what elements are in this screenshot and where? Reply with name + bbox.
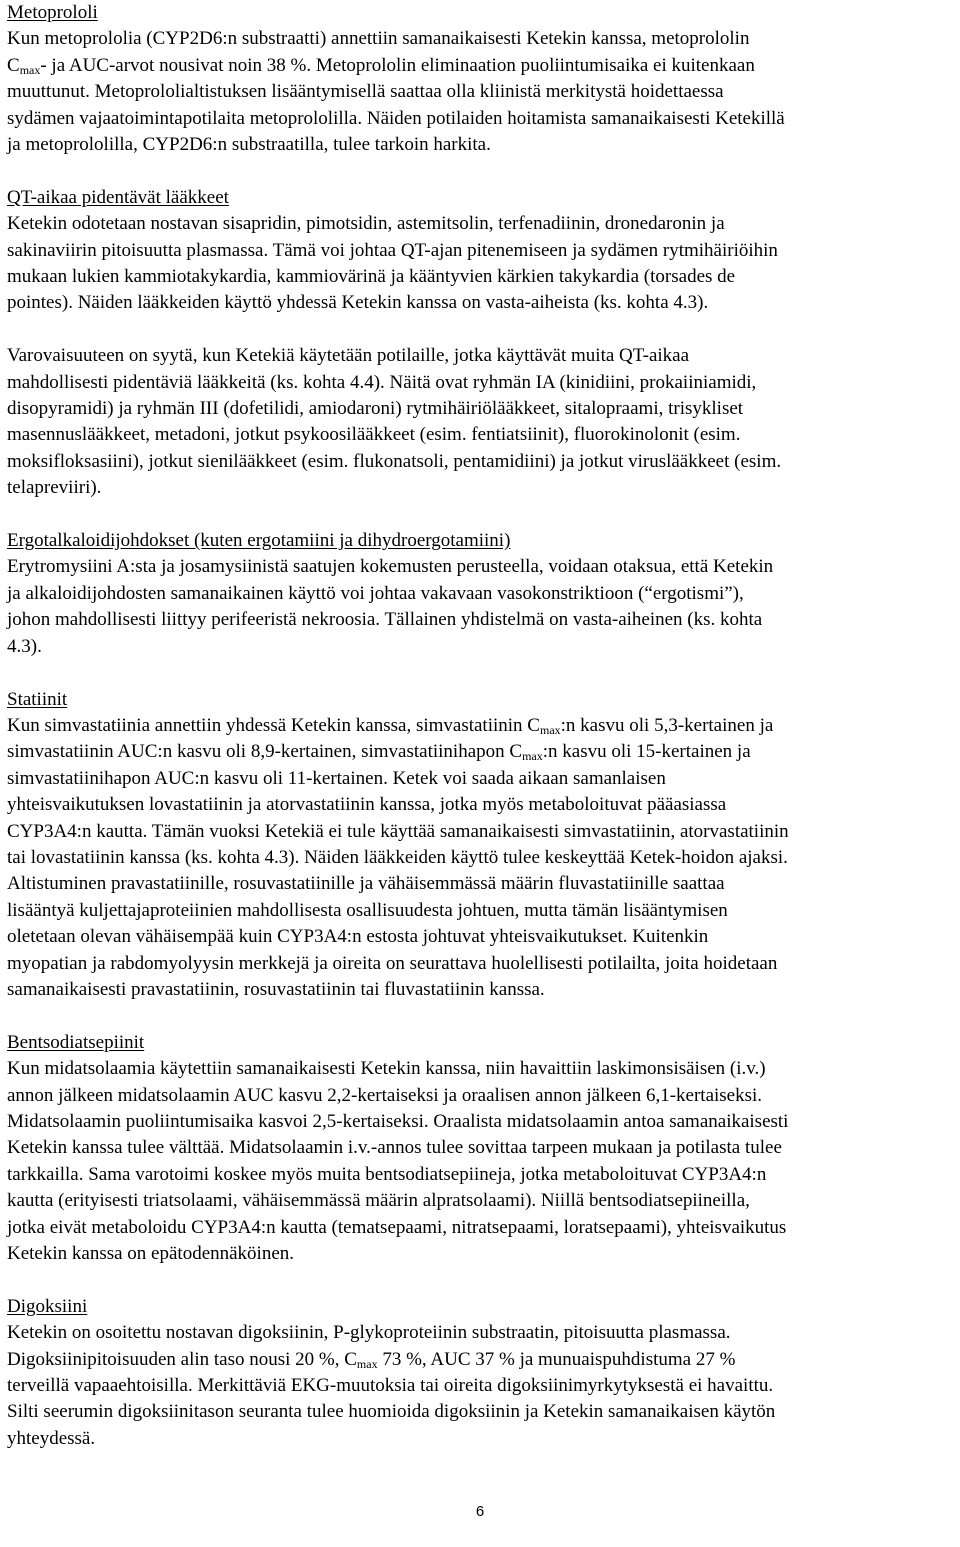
text-line: ja alkaloidijohdosten samanaikainen käyttö voi johtaa vakavaan vasokonstriktioon (“ergotismi”), [7, 582, 744, 604]
section-2 [7, 343, 957, 501]
text-line: Ketekin on osoitettu nostavan digoksiinin, P-glykoproteiinin substraatin, pitoisuutta plasmassa. [7, 1322, 731, 1344]
text-line: Silti seerumin digoksiinitason seuranta tulee huomioida digoksiinin ja Ketekin samanaikaisen käytön [7, 1401, 776, 1423]
paragraph-gap [7, 317, 957, 343]
page-number: 6 [475, 1503, 485, 1520]
section-paragraph [7, 211, 957, 317]
subscript: max [539, 722, 561, 737]
text-line: disopyramidi) ja ryhmän III (dofetilidi, amiodaroni) rytmihäiriölääkkeet, sitalopraami, trisykliset [7, 398, 744, 420]
text-line: Kun simvastatiinia annettiin yhdessä Ketekin kanssa, simvastatiinin $C_{max}:n$ kasvu oli 5,3-kertainen ja [7, 714, 774, 737]
section-heading: Metoprololi [7, 2, 98, 23]
text-line: masennuslääkkeet, metadoni, jotkut psykoosilääkkeet (esim. fentiatsiinit), fluorokinolonit (esim. [7, 424, 741, 446]
document-page [7, 0, 957, 1452]
section-heading: Bentsodiatsepiinit [7, 1031, 145, 1053]
section-0 [7, 0, 957, 158]
section-paragraph [7, 713, 957, 1003]
text-line: Kun metoprololia (CYP2D6:n substraatti) annettiin samanaikaisesti Ketekin kanssa, metoprololin [7, 28, 750, 50]
section-3 [7, 528, 957, 660]
text-line: pointes). Näiden lääkkeiden käyttö yhdessä Ketekin kanssa on vasta-aiheista (ks. kohta 4.3). [7, 292, 709, 314]
paragraph-gap [7, 660, 957, 686]
section-4 [7, 687, 957, 1004]
section-paragraph [7, 1320, 957, 1452]
section-paragraph [7, 343, 957, 501]
text-line: myopatian ja rabdomyolyysin merkkejä ja oireita on seurattava huolellisesti potilailta, joita hoidetaan [7, 952, 778, 974]
text-line: lisääntyä kuljettajaproteiinien mahdollisesta osallisuudesta johtuen, mutta tämän lisääntymisen [7, 899, 728, 921]
text-line: muuttunut. Metoprololialtistuksen lisääntymisellä saattaa olla kliinistä merkitystä hoidettaessa [7, 81, 724, 103]
text-line: Kun midatsolaamia käytettiin samanaikaisesti Ketekin kanssa, niin havaittiin laskimonsisäisen (i.v.) [7, 1058, 766, 1080]
section-paragraph [7, 1056, 957, 1267]
text-line: Midatsolaamin puoliintumisaika kasvoi 2,5-kertaiseksi. Oraalista midatsolaamin antoa samanaikaisesti [7, 1110, 789, 1132]
text-line: mahdollisesti pidentäviä lääkkeitä (ks. kohta 4.4). Näitä ovat ryhmän IA (kinidiini, prokaiiniamidi, [7, 371, 757, 393]
subscript: max [522, 749, 543, 764]
text-line: ja metoprololilla, CYP2D6:n substraatilla, tulee tarkoin harkita. [7, 134, 491, 156]
text-line: mukaan lukien kammiotakykardia, kammiovärinä ja kääntyvien kärkien takykardia (torsades de [7, 266, 736, 288]
text-line: telapreviiri). [7, 477, 102, 499]
text-line: Ketekin odotetaan nostavan sisapridin, pimotsidin, astemitsolin, terfenadiinin, dronedaronin ja [7, 213, 725, 235]
text-line: Ketekin kanssa on epätodennäköinen. [7, 1243, 295, 1265]
text-line: 4.3). [7, 635, 42, 657]
section-heading: Ergotalkaloidijohdokset (kuten ergotamiini ja dihydroergotamiini) [7, 530, 511, 552]
section-heading: Digoksiini [7, 1295, 88, 1317]
text-line: yhteydessä. [7, 1427, 96, 1449]
subscript: max [19, 62, 41, 77]
text-line: simvastatiinin AUC:n kasvu oli 8,9-kertainen, simvastatiinihapon $C_{max}:n$ kasvu oli 15-kertainen ja [7, 741, 751, 764]
text-line: simvastatiinihapon AUC:n kasvu oli 11-kertainen. Ketek voi saada aikaan samanlaisen [7, 767, 666, 789]
text-line: tarkkailla. Sama varotoimi koskee myös muita bentsodiatsepiineja, jotka metaboloituvat CYP3A4:n [7, 1163, 767, 1185]
text-line: sakinaviirin pitoisuutta plasmassa. Tämä voi johtaa QT-ajan pitenemiseen ja sydämen rytmihäiriöihin [7, 239, 778, 261]
text-line: $C_{max}-$ ja AUC-arvot nousivat noin 38 %. Metoprololin eliminaation puoliintumisaika ei kuitenkaan [7, 54, 755, 77]
section-heading: Statiinit [7, 688, 68, 710]
paragraph-gap [7, 502, 957, 528]
text-line: CYP3A4:n kautta. Tämän vuoksi Ketekiä ei tule käyttää samanaikaisesti simvastatiinin, atorvastatiinin [7, 820, 789, 842]
text-line: Varovaisuuteen on syytä, kun Ketekiä käytetään potilaille, jotka käyttävät muita QT-aikaa [7, 345, 690, 367]
text-line: Ketekin kanssa tulee välttää. Midatsolaamin i.v.-annos tulee sovittaa tarpeen mukaan ja potilasta tulee [7, 1137, 782, 1159]
text-line: kautta (erityisesti triatsolaami, vähäisemmässä määrin alpratsolaami). Niillä bentsodiatsepiineilla, [7, 1190, 750, 1212]
text-line: moksifloksasiini), jotkut sienilääkkeet (esim. flukonatsoli, pentamidiini) ja jotkut viruslääkkeet (esim. [7, 450, 782, 472]
text-line: samanaikaisesti pravastatiinin, rosuvastatiinin tai fluvastatiinin kanssa. [7, 978, 545, 1000]
section-5 [7, 1030, 957, 1268]
text-line: johon mahdollisesti liittyy perifeeristä nekroosia. Tällainen yhdistelmä on vasta-aiheinen (ks. kohta [7, 609, 763, 631]
text-line: sydämen vajaatoimintapotilaita metoprololilla. Näiden potilaiden hoitamista samanaikaisesti Ketekillä [7, 107, 785, 129]
text-line: Erytromysiini A:sta ja josamysiinistä saatujen kokemusten perusteella, voidaan otaksua, että Ketekin [7, 556, 774, 578]
section-paragraph [7, 26, 957, 158]
text-line: annon jälkeen midatsolaamin AUC kasvu 2,2-kertaiseksi ja oraalisen annon jälkeen 6,1-kertaiseksi. [7, 1084, 763, 1106]
paragraph-gap [7, 1267, 957, 1293]
text-line: yhteisvaikutuksen lovastatiinin ja atorvastatiinin kanssa, jotka myös metaboloituvat pääasiassa [7, 794, 727, 816]
text-line: Altistuminen pravastatiinille, rosuvastatiinille ja vähäisemmässä määrin fluvastatiinille saattaa [7, 873, 725, 895]
paragraph-gap [7, 1003, 957, 1029]
section-1 [7, 185, 957, 317]
subscript: max [356, 1356, 378, 1371]
section-paragraph [7, 554, 957, 660]
section-heading: QT-aikaa pidentävät lääkkeet [7, 186, 229, 208]
text-line: jotka eivät metaboloidu CYP3A4:n kautta (tematsepaami, nitratsepaami, loratsepaami), yhteisvaikutus [7, 1216, 787, 1238]
text-line: oletetaan olevan vähäisempää kuin CYP3A4:n estosta johtuvat yhteisvaikutukset. Kuitenkin [7, 926, 709, 948]
section-6 [7, 1294, 957, 1452]
text-line: terveillä vapaaehtoisilla. Merkittäviä EKG-muutoksia tai oireita digoksiinimyrkytyksestä ei havaittu. [7, 1375, 774, 1397]
paragraph-gap [7, 158, 957, 184]
text-line: tai lovastatiinin kanssa (ks. kohta 4.3). Näiden lääkkeiden käyttö tulee keskeyttää Ketek-hoidon ajaksi. [7, 846, 788, 868]
text-line: Digoksiinipitoisuuden alin taso nousi 20 %, $C_{max}$ 73 %, AUC 37 % ja munuaispuhdistuma 27 % [7, 1348, 736, 1371]
